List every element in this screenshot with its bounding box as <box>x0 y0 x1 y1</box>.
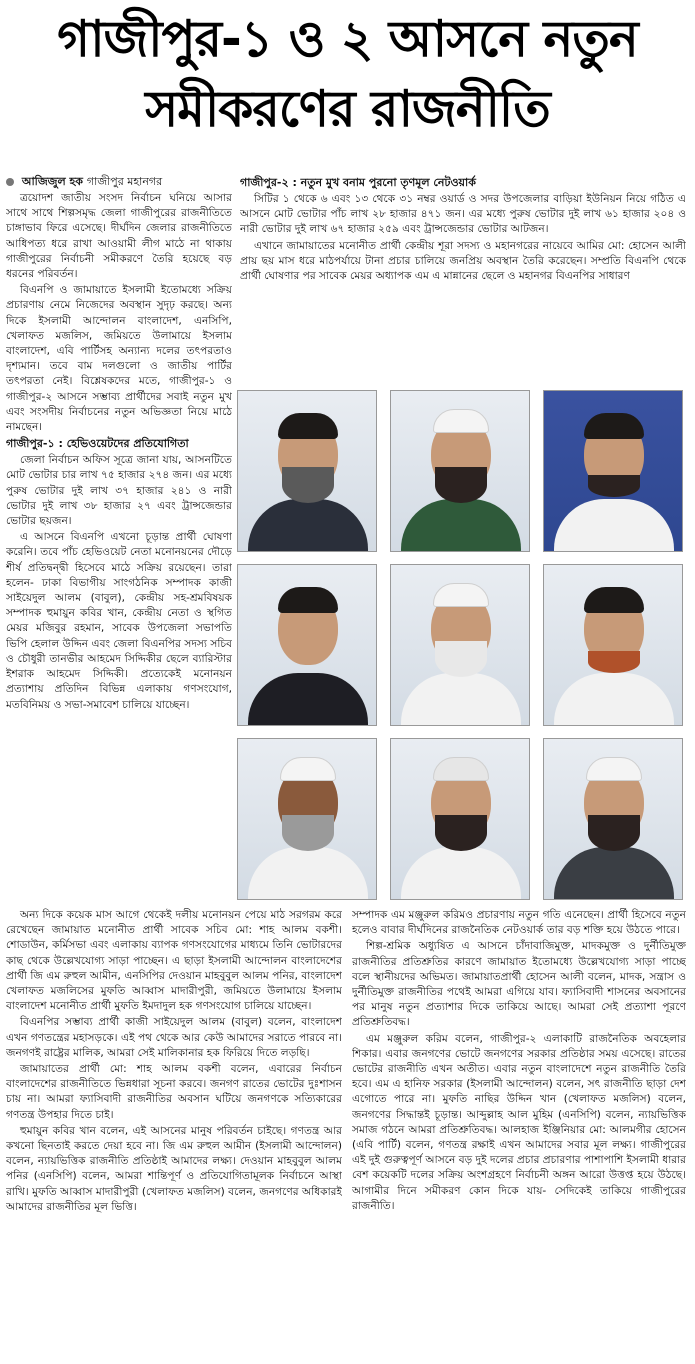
section-subhead-gazipur-2: গাজীপুর-২ : নতুন মুখ বনাম পুরনো তৃণমূল নেটওয়ার্ক <box>240 176 476 189</box>
paragraph: এখানে জামায়াতের মনোনীত প্রার্থী কেন্দ্রীয় শূরা সদস্য ও মহানগরের নায়েবে আমির মো: হোসেন আলী প্রায় ছয় মাস ধরে মাঠপর্যায়ে টানা প্রচার চালিয়ে জনপ্রিয় অবস্থান তৈরি করেছেন। সম্প্রতি বিএনপি থেকে প্রার্থী ঘোষণার পর সাবেক মেয়র অধ্যাপক এম এ মান্নানের ছেলে ও মহানগর বিএনপির সাধারণ <box>240 239 686 283</box>
article-bottom-left <box>6 908 342 1354</box>
article-left-column <box>6 174 232 906</box>
candidate-photo-4 <box>237 564 377 726</box>
bullet-icon <box>6 178 14 186</box>
paragraph: জেলা নির্বাচন অফিস সূত্রে জানা যায়, আসনটিতে মোট ভোটার চার লাখ ৭৫ হাজার ২৭৪ জন। এর মধ্যে পুরুষ ভোটার দুই লাখ ৩৭ হাজার ২৪১ ও নারী ভোটার দুই লাখ ৩৮ হাজার ২৭ এবং ট্রান্সজেন্ডার ভোটার ছয়জন। <box>6 454 232 528</box>
section-subhead-gazipur-1: গাজীপুর-১ : হেভিওয়েটদের প্রতিযোগিতা <box>6 437 189 451</box>
byline-author: আজিজুল হক <box>21 175 84 188</box>
candidate-photo-2 <box>390 390 530 552</box>
candidate-photo-3 <box>543 390 683 552</box>
paragraph: হুমায়ুন কবির খান বলেন, এই আসনের মানুষ পরিবর্তন চাইছে। গণতন্ত্র আর কখনো ছিনতাই করতে দেয়া হবে না। জি এম রুহুল আমীন (ইসলামী আন্দোলন) বলেন, ন্যায়ভিত্তিক রাজনীতি প্রতিষ্ঠাই আমাদের লক্ষ্য। দেওয়ান মাহবুবুল আলম পনির (এনসিপি) বলেন, আমরা শান্তিপূর্ণ ও প্রতিযোগিতামূলক নির্বাচনে আস্থা রাখি। মুফতি আব্বাস মাদারীপুরী (খেলাফত মজলিস) বলেন, জনগণের অধিকারই আমাদের রাজনীতির মূল ভিত্তি। <box>6 1124 342 1213</box>
article-bottom-right <box>352 908 686 1354</box>
paragraph: বিএনপির সম্ভাব্য প্রার্থী কাজী সাইয়েদুল আলম (বাবুল) বলেন, বাংলাদেশ এখন গণতন্ত্রের মহাসড়কে। এই পথ থেকে আর কেউ আমাদের সরাতে পারবে না। জনগণই রাষ্ট্রের মালিক, আমরা সেই মালিকানার হক ফিরিয়ে দিতে লড়ছি। <box>6 1016 342 1059</box>
paragraph: জামায়াতের প্রার্থী মো: শাহ আলম বকশী বলেন, এবারের নির্বাচন বাংলাদেশের রাজনীতিতে ভিন্নধারা সূচনা করবে। জনগণ রাতের ভোটের দুঃশাসন চায় না। আমরা ফ্যাসিবাদী রাজনীতির অবসান ঘটিয়ে জনগণকে সত্যিকারের গণতন্ত্র উপহার দিতে চাই। <box>6 1063 342 1121</box>
candidate-photo-9 <box>543 738 683 900</box>
article-right-column <box>240 174 686 386</box>
byline <box>6 174 232 190</box>
paragraph: সম্পাদক এম মঞ্জুরুল করিমও প্রচারণায় নতুন গতি এনেছেন। প্রার্থী হিসেবে নতুন হলেও বাবার দীর্ঘদিনের রাজনৈতিক নেটওয়ার্ক তার বড় শক্তি হয়ে উঠতে পারে। <box>352 909 686 937</box>
candidate-photo-grid <box>237 390 683 900</box>
paragraph: এম মঞ্জুরুল করিম বলেন, গাজীপুর-২ এলাকাটি রাজনৈতিক অবহেলার শিকার। এবার জনগণের ভোটে জনগণের সরকার প্রতিষ্ঠার সময় এসেছে। রাতের ভোটের রাজনীতি এখন অতীত। এবার নতুন বাংলাদেশে নতুন রাজনীতি তৈরি হবে। এম এ হানিফ সরকার (ইসলামী আন্দোলন) বলেন, সৎ রাজনীতি ছাড়া দেশ এগোতে পারে না। মুফতি নাছির উদ্দিন খান (খেলাফত মজলিস) বলেন, জনগণের সিদ্ধান্তই চূড়ান্ত। আব্দুল্লাহ আল মুহিম (এনসিপি) বলেন, ন্যায়ভিত্তিক সমাজ গঠনে আমরা প্রতিশ্রুতিবদ্ধ। আলহাজ ইঞ্জিনিয়ার মো: আলমগীর হোসেন (এবি পার্টি) বলেন, গণতন্ত্র রক্ষাই এখন আমাদের সবার মূল লক্ষ্য। গাজীপুরের এই দুই গুরুত্বপূর্ণ আসনে বড় দুই দলের প্রচার প্রচারণার পাশাপাশি ইসলামী ধারার বেশ কয়েকটি দলের সক্রিয় অংশগ্রহণে নির্বাচনী অঙ্গন আরো উত্তপ্ত হয়ে উঠছে। আগামীর দিনে সমীকরণ কোন দিকে যায়- সেদিকেই তাকিয়ে গাজীপুরের রাজনীতি। <box>352 1032 686 1212</box>
paragraph: বিএনপি ও জামায়াতে ইসলামী ইতোমধ্যে সক্রিয় প্রচারণায় নেমে নিজেদের অবস্থান সুদৃঢ় করছে। অন্য দিকে ইসলামী আন্দোলন বাংলাদেশ, এনসিপি, খেলাফত মজলিস, জমিয়তে উলামায়ে ইসলাম বাংলাদেশ, এবি পার্টিসহ অন্যান্য দলের তৎপরতাও দৃশ্যমান। তবে বাম দলগুলো ও জাতীয় পার্টির তৎপরতা নেই। বিশ্লেষকদের মতে, গাজীপুর-১ ও গাজীপুর-২ আসনে সম্ভাব্য প্রার্থীদের সবাই নতুন মুখ এবং সংসদীয় নির্বাচনের নতুন অভিজ্ঞতা নিয়ে মাঠে নামছেন। <box>6 284 232 434</box>
headline-line-1: গাজীপুর-১ ও ২ আসনে নতুন <box>57 10 638 68</box>
paragraph: সিটির ১ থেকে ৬ এবং ১৩ থেকে ৩১ নম্বর ওয়ার্ড ও সদর উপজেলার বাড়িয়া ইউনিয়ন নিয়ে গঠিত এ আসনে মোট ভোটার পাঁচ লাখ ২৮ হাজার ৪৭১ জন। এর মধ্যে পুরুষ ভোটার দুই লাখ ৬১ হাজার ২০৪ ও নারী ভোটার দুই লাখ ৬৭ হাজার ২৫৯ এবং ট্রান্সজেন্ডার ভোটার আটজন। <box>240 193 686 236</box>
headline <box>0 4 695 154</box>
candidate-photo-8 <box>390 738 530 900</box>
paragraph: অন্য দিকে কয়েক মাস আগে থেকেই দলীয় মনোনয়ন পেয়ে মাঠ সরগরম করে রেখেছেন জামায়াত মনোনীত প্রার্থী সাবেক সচিব মো: শাহ আলম বকশী। শোডাউন, কর্মিসভা এবং এলাকায় ব্যাপক গণসংযোগের মাধ্যমে তিনি ভোটারদের কাছ থেকে উল্লেখযোগ্য সাড়া পাচ্ছেন। এ ছাড়া ইসলামী আন্দোলন বাংলাদেশের প্রার্থী জি এম রুহুল আমীন, এনসিপির দেওয়ান মাহবুবুল আলম পনির, বাংলাদেশ খেলাফত মজলিসের মুফতি আব্বাস মাদারীপুরী, জমিয়তে উলামায়ে ইসলাম বাংলাদেশ মনোনীত প্রার্থী মুফতি ইমদাদুল হক গণসংযোগ চালিয়ে যাচ্ছেন। <box>6 909 342 1013</box>
candidate-photo-6 <box>543 564 683 726</box>
paragraph: ত্রয়োদশ জাতীয় সংসদ নির্বাচন ঘনিয়ে আসার সাথে সাথে শিল্পসমৃদ্ধ জেলা গাজীপুরের রাজনীতিতে চাঙ্গাভাব ফিরে এসেছে। দীর্ঘদিন জেলার রাজনীতিতে আধিপত্য ধরে রাখা আওয়ামী লীগ মাঠে না থাকায় গাজীপুরের নির্বাচনী সমীকরণে তৈরি হয়েছে বড় ধরনের পরিবর্তন। <box>6 192 232 281</box>
headline-line-2: সমীকরণের রাজনীতি <box>145 80 550 138</box>
paragraph: শিল্প-শ্রমিক অধ্যুষিত এ আসনে চাঁদাবাজিমুক্ত, মাদকমুক্ত ও দুর্নীতিমুক্ত রাজনীতির প্রতিশ্রুতির কারণে জামায়াত ইতোমধ্যে উল্লেখযোগ্য সাড়া পাচ্ছে বলে স্থানীয়দের অভিমত। জামায়াতপ্রার্থী হোসেন আলী বলেন, মাদক, সন্ত্রাস ও দুর্নীতিমুক্ত রাজনীতির পথেই আমরা এগিয়ে যাব। ফ্যাসিবাদী শাসনের অবসানের পর মানুষ নতুন প্রত্যাশার দিকে তাকিয়ে আছে। আমরা সেই প্রত্যাশা পূরণে প্রতিশ্রুতিবদ্ধ। <box>352 940 686 1029</box>
byline-location: গাজীপুর মহানগর <box>86 175 163 188</box>
candidate-photo-5 <box>390 564 530 726</box>
candidate-photo-7 <box>237 738 377 900</box>
candidate-photo-1 <box>237 390 377 552</box>
paragraph: এ আসনে বিএনপি এখনো চূড়ান্ত প্রার্থী ঘোষণা করেনি। তবে পাঁচ হেভিওয়েট নেতা মনোনয়নের দৌড়ে শীর্ষ প্রতিদ্বন্দ্বী হিসেবে মাঠে সক্রিয় রয়েছেন। তারা হলেন- ঢাকা বিভাগীয় সাংগঠনিক সম্পাদক কাজী সাইয়েদুল আলম (বাবুল), কেন্দ্রীয় সহ-শ্রমবিষয়ক সম্পাদক হুমায়ুন কবির খান, কেন্দ্রীয় নেতা ও স্থগিত মেয়র মজিবুর রহমান, সাবেক উপজেলা সভাপতি ভিপি হেলাল উদ্দিন এবং জেলা বিএনপির সদস্য সচিব ও চৌধুরী তানভীর আহমেদ সিদ্দিকীর ছেলে ব্যারিস্টার ইশরাক আহমেদ সিদ্দিকী। প্রত্যেকেই মনোনয়ন প্রত্যাশায় প্রতিদিন বিভিন্ন এলাকায় গণসংযোগ, মতবিনিময় ও সভা-সমাবেশ চালিয়ে যাচ্ছেন। <box>6 531 232 711</box>
